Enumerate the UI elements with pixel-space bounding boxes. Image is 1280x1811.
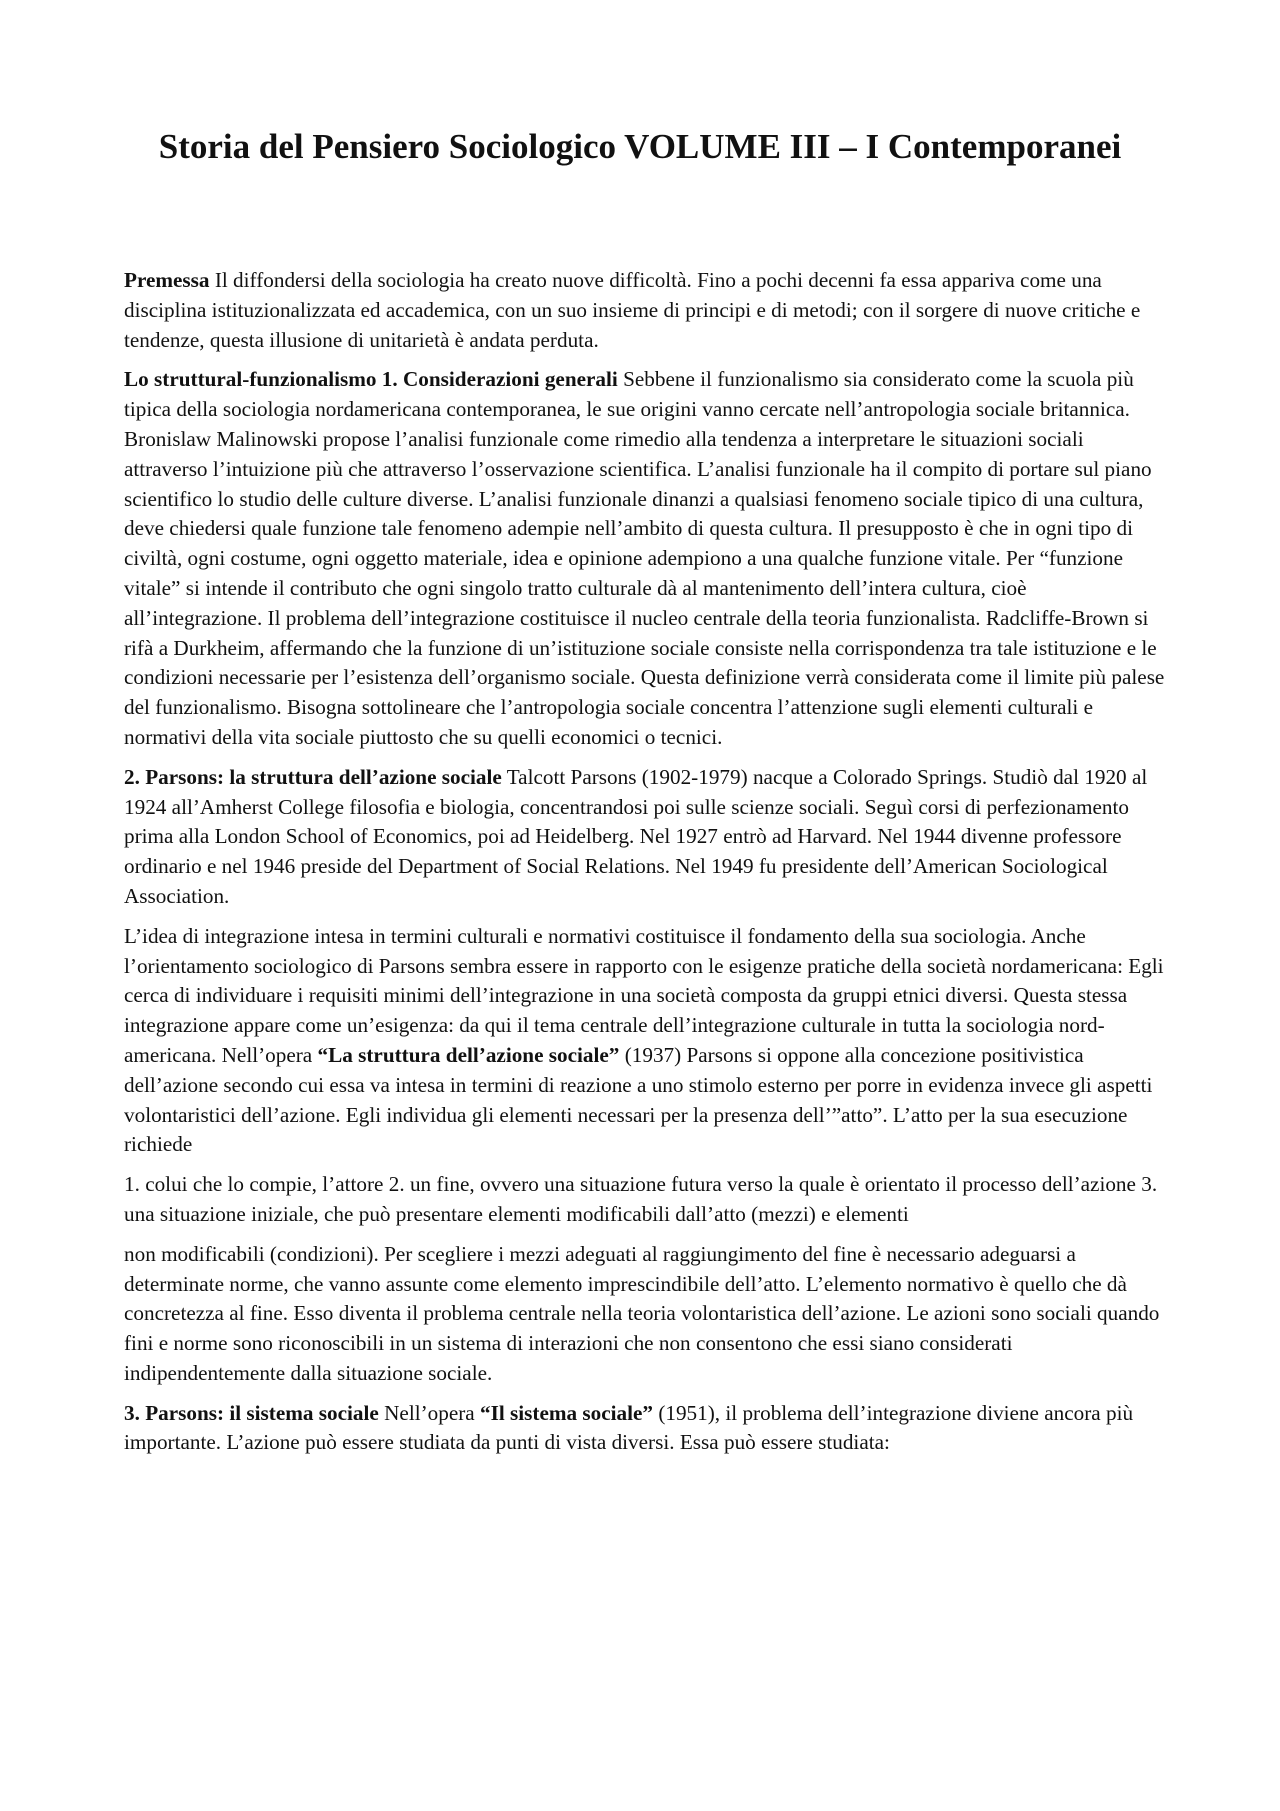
paragraph-integrazione: [124, 922, 1166, 1160]
paragraph-text: 1. colui che lo compie, l’attore 2. un fine, ovvero una situazione futura verso la quale è orientato il processo dell’azione 3. una situazione iniziale, che può presentare elementi modificabili dall’atto (mezzi) e elementi: [124, 1172, 1158, 1226]
paragraph-text: Talcott Parsons (1902-1979) nacque a Colorado Springs. Studiò dal 1920 al 1924 all’Amherst College filosofia e biologia, concentrandosi poi sulle scienze sociali. Seguì corsi di perfezionamento prima alla London School of Economics, poi ad Heidelberg. Nel 1927 entrò ad Harvard. Nel 1944 divenne professore ordinario e nel 1946 preside del Department of Social Relations. Nel 1949 fu presidente dell’American Sociological Association.: [124, 764, 1148, 908]
paragraph-text: non modificabili (condizioni). Per scegliere i mezzi adeguati al raggiungimento del fine è necessario adeguarsi a determinate norme, che vanno assunte come elemento imprescindibile dell’atto. L’elemento normativo è quello che dà concretezza al fine. Esso diventa il problema centrale nella teoria volontaristica dell’azione. Le azioni sono sociali quando fini e norme sono riconoscibili in un sistema di interazioni che non consentono che essi siano considerati indipendentemente dalla situazione sociale.: [124, 1241, 1160, 1385]
paragraph-text: (1951), il problema dell’integrazione diviene ancora più importante. L’azione può essere studiata da punti di vista diversi. Essa può essere studiata:: [124, 1400, 1134, 1455]
paragraph-text: Sebbene il funzionalismo sia considerato come la scuola più tipica della sociologia nordamericana contemporanea, le sue origini vanno cercate nell’antropologia sociale britannica. Bronislaw Malinowski propose l’analisi funzionale come rimedio alla tendenza a interpretare le situazioni sociali attraverso l’intuizione più che attraverso l’osservazione scientifica. L’analisi funzionale ha il compito di portare sul piano scientifico lo studio delle culture diverse. L’analisi funzionale dinanzi a qualsiasi fenomeno sociale tipico di una cultura, deve chiedersi quale funzione tale fenomeno adempie nell’ambito di questa cultura. Il presupposto è che in ogni tipo di civiltà, ogni costume, ogni oggetto materiale, idea e opinione adempiono a una qualche funzione vitale. Per “funzione vitale” si intende il contributo che ogni singolo tratto culturale dà al mantenimento dell’intera cultura, cioè all’integrazione. Il problema dell’integrazione costituisce il nucleo centrale della teoria funzionalista. Radcliffe-Brown si rifà a Durkheim, affermando che la funzione di un’istituzione sociale consiste nella corrispondenza tra tale istituzione e le condizioni necessarie per l’esistenza dell’organismo sociale. Questa definizione verrà considerata come il limite più palese del funzionalismo. Bisogna sottolineare che l’antropologia sociale concentra l’attenzione sugli elementi culturali e normativi della vita sociale piuttosto che su quelli economici o tecnici.: [124, 367, 1165, 749]
document-title: Storia del Pensiero Sociologico VOLUME III – I Contemporanei: [158, 127, 1122, 166]
paragraph-text: Il diffondersi della sociologia ha creato nuove difficoltà. Fino a pochi decenni fa essa appariva come una disciplina istituzionalizzata ed accademica, con un suo insieme di principi e di metodi; con il sorgere di nuove critiche e tendenze, questa illusione di unitarietà è andata perduta.: [124, 268, 1141, 352]
paragraph-parsons-struttura: [124, 763, 1166, 912]
paragraph-struttural-funzionalismo: [124, 365, 1166, 752]
book-title: “La struttura dell’azione sociale”: [317, 1042, 620, 1067]
paragraph-condizioni: [124, 1240, 1166, 1389]
paragraph-text: L’idea di integrazione intesa in termini culturali e normativi costituisce il fondamento della sua sociologia. Anche l’orientamento sociologico di Parsons sembra essere in rapporto con le esigenze pratiche della società nordamericana: Egli cerca di individuare i requisiti minimi dell’integrazione in una società composta da gruppi etnici diversi. Questa stessa integrazione appare come un’esigenza: da qui il tema centrale dell’integrazione culturale in tutta la sociologia nord-americana. Nell’opera: [124, 923, 1164, 1067]
paragraph-premessa: [124, 266, 1166, 355]
paragraph-text: Nell’opera: [378, 1400, 480, 1425]
document-body: [124, 266, 1166, 1468]
paragraph-text: (1937) Parsons si oppone alla concezione positivistica dell’azione secondo cui essa va intesa in termini di reazione a uno stimolo esterno per porre in evidenza invece gli aspetti volontaristici dell’azione. Egli individua gli elementi necessari per la presenza dell’”atto”. L’atto per la sua esecuzione richiede: [124, 1042, 1153, 1157]
paragraph-heading: 3. Parsons: il sistema sociale: [124, 1400, 379, 1425]
paragraph-elementi-atto: [124, 1170, 1166, 1230]
paragraph-heading: 2. Parsons: la struttura dell’azione sociale: [124, 764, 502, 789]
book-title: “Il sistema sociale”: [480, 1400, 654, 1425]
paragraph-sistema-sociale: [124, 1399, 1166, 1459]
paragraph-heading: Premessa: [124, 268, 210, 292]
paragraph-heading: Lo struttural-funzionalismo 1. Considerazioni generali: [124, 367, 618, 392]
